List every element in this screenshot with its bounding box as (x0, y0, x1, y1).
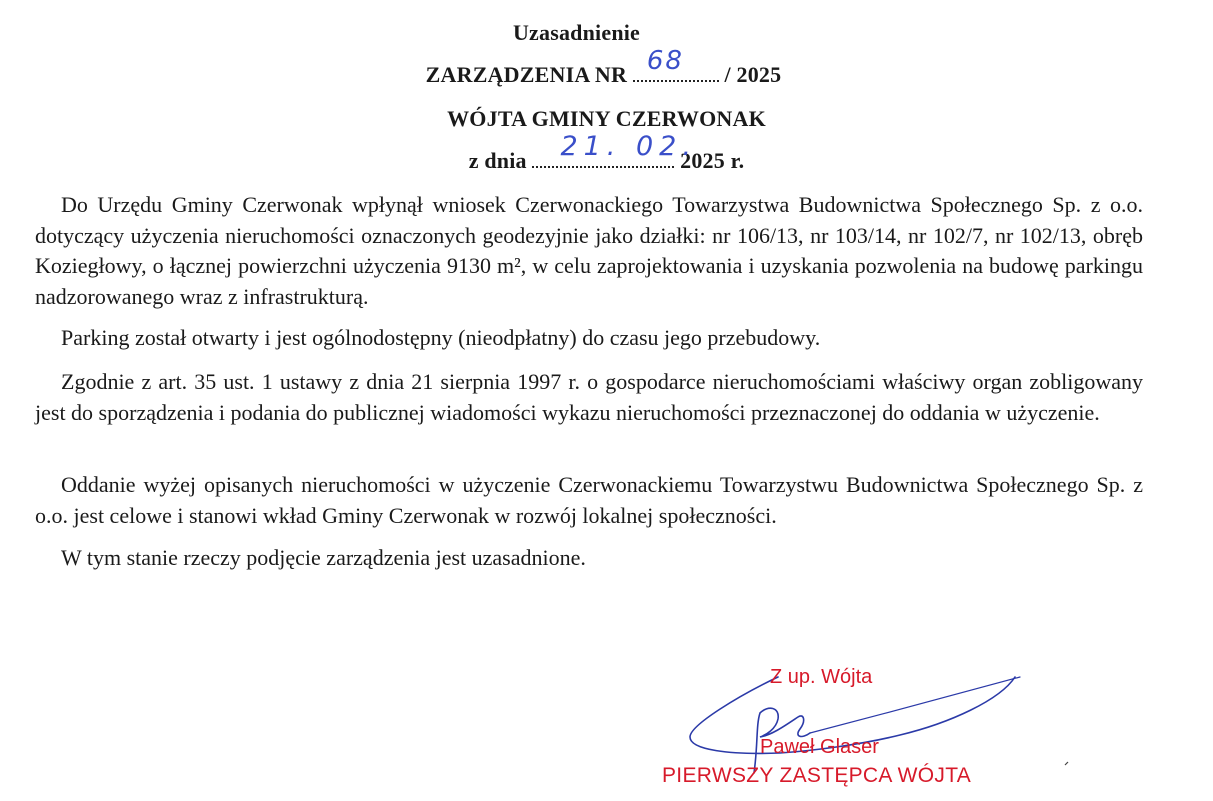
date-prefix: z dnia (468, 148, 527, 173)
order-number-handwritten: 68 (646, 46, 684, 76)
order-number-line (0, 46, 1210, 88)
stamp-signatory-title: PIERWSZY ZASTĘPCA WÓJTA (662, 764, 972, 787)
paragraph-request: Do Urzędu Gminy Czerwonak wpłynął wniosek Czerwonackiego Towarzystwa Budownictwa Społecznego Sp. z o.o. dotyczący użyczenia nieruchomości oznaczonych geodezyjnie jako działki: nr 106/13, nr 103/14, nr 102/7, nr 102/13, obręb Koziegłowy, o łącznej powierzchni użyczenia 9130 m², w celu zaprojektowania i uzyskania pozwolenia na budowę parkingu nadzorowanego wraz z infrastrukturą. (35, 192, 1143, 309)
stamp-signatory-name: Paweł Glaser (760, 736, 879, 758)
paragraph-purpose: Oddanie wyżej opisanych nieruchomości w użyczenie Czerwonackiemu Towarzystwu Budownictwa Społecznego Sp. z o.o. jest celowe i stanowi wkład Gminy Czerwonak w rozwój lokalnej społeczności. (35, 472, 1143, 528)
paragraph-conclusion: W tym stanie rzeczy podjęcie zarządzenia jest uzasadnione. (61, 545, 586, 570)
document-title: Uzasadnienie (512, 20, 641, 45)
date-handwritten: 21. 02. (560, 131, 697, 162)
date-line (0, 131, 1213, 174)
issuer-line: WÓJTA GMINY CZERWONAK (447, 106, 766, 131)
paragraph-parking-status: Parking został otwarty i jest ogólnodostępny (nieodpłatny) do czasu jego przebudowy. (61, 325, 821, 350)
order-prefix: ZARZĄDZENIA NR (425, 62, 628, 87)
order-year: / 2025 (724, 62, 782, 87)
order-number-field (633, 46, 719, 82)
date-field (532, 131, 697, 168)
paragraph-legal-basis: Zgodnie z art. 35 ust. 1 ustawy z dnia 21 sierpnia 1997 r. o gospodarce nieruchomościami właściwy organ zobligowany jest do sporządzenia i podania do publicznej wiadomości wykazu nieruchomości przeznaczonej do oddania w użyczenie. (35, 369, 1143, 425)
stamp-authorization: Z up. Wójta (770, 666, 873, 688)
date-suffix: 2025 r. (680, 148, 745, 173)
